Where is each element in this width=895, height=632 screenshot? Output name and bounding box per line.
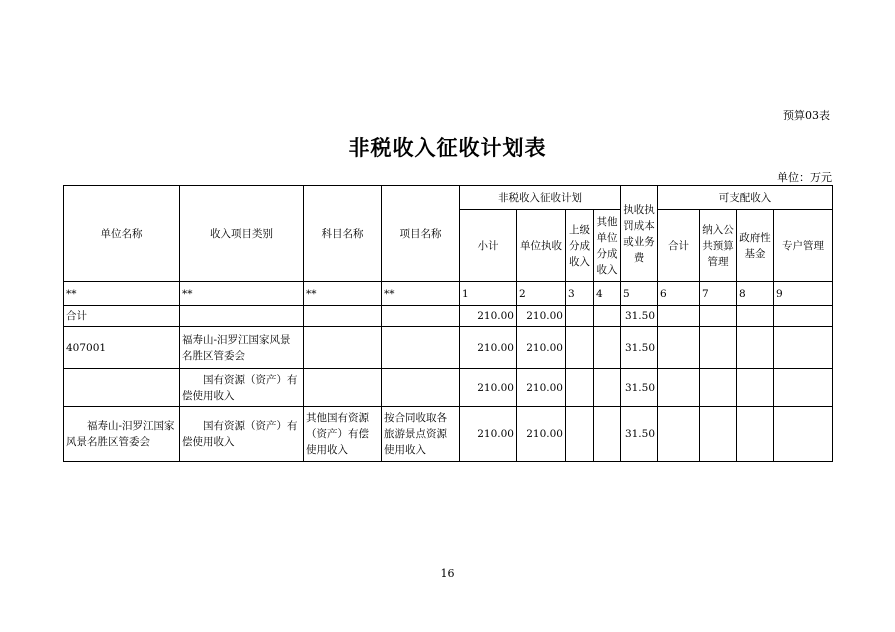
header-disposable-group: 可支配收入 <box>658 186 833 210</box>
cell-category: 国有资源（资产）有偿使用收入 <box>180 407 304 462</box>
cell-unit-collect: 210.00 <box>517 327 566 369</box>
header-public-budget: 纳入公共预算管理 <box>700 210 737 282</box>
cell-unit-collect: 210.00 <box>517 306 566 327</box>
header-subtotal: 小计 <box>460 210 517 282</box>
index-cell: 1 <box>460 282 517 306</box>
index-cell: ** <box>304 282 382 306</box>
index-cell: 5 <box>621 282 658 306</box>
cell-gov-fund <box>737 369 774 407</box>
cell-enforce-cost: 31.50 <box>621 369 658 407</box>
index-cell: 2 <box>517 282 566 306</box>
cell-total <box>658 369 700 407</box>
cell-unit: 407001 <box>64 327 180 369</box>
cell-subject <box>304 306 382 327</box>
cell-upper-share <box>566 407 594 462</box>
index-cell: 7 <box>700 282 737 306</box>
cell-special <box>774 327 833 369</box>
cell-total <box>658 327 700 369</box>
cell-item <box>382 327 460 369</box>
cell-other-share <box>594 327 621 369</box>
cell-subtotal: 210.00 <box>460 369 517 407</box>
index-row <box>64 282 833 306</box>
cell-public-budget <box>700 327 737 369</box>
table-row <box>64 369 833 407</box>
cell-total <box>658 306 700 327</box>
cell-subject: 其他国有资源（资产）有偿使用收入 <box>304 407 382 462</box>
cell-gov-fund <box>737 327 774 369</box>
index-cell: ** <box>382 282 460 306</box>
header-item-name: 项目名称 <box>382 186 460 282</box>
cell-unit: 合计 <box>64 306 180 327</box>
header-unit-name: 单位名称 <box>64 186 180 282</box>
index-cell: 4 <box>594 282 621 306</box>
cell-other-share <box>594 306 621 327</box>
cell-other-share <box>594 369 621 407</box>
table-row <box>64 327 833 369</box>
index-cell: 8 <box>737 282 774 306</box>
header-other-share: 其他单位分成收入 <box>594 210 621 282</box>
cell-gov-fund <box>737 407 774 462</box>
header-upper-share: 上级分成收入 <box>566 210 594 282</box>
table-row <box>64 306 833 327</box>
cell-subtotal: 210.00 <box>460 327 517 369</box>
cell-unit <box>64 369 180 407</box>
cell-unit-collect: 210.00 <box>517 407 566 462</box>
cell-item <box>382 306 460 327</box>
header-unit-collect: 单位执收 <box>517 210 566 282</box>
page-title: 非税收入征收计划表 <box>348 135 547 160</box>
cell-public-budget <box>700 369 737 407</box>
cell-subject <box>304 327 382 369</box>
non-tax-income-table <box>63 185 833 462</box>
index-cell: 6 <box>658 282 700 306</box>
index-cell: 3 <box>566 282 594 306</box>
cell-subtotal: 210.00 <box>460 407 517 462</box>
table-row <box>64 407 833 462</box>
cell-total <box>658 407 700 462</box>
header-income-category: 收入项目类别 <box>180 186 304 282</box>
cell-upper-share <box>566 369 594 407</box>
header-row-1 <box>64 186 833 210</box>
unit-label: 单位：万元 <box>777 171 832 184</box>
cell-other-share <box>594 407 621 462</box>
cell-public-budget <box>700 306 737 327</box>
header-special: 专户管理 <box>774 210 833 282</box>
page-number: 16 <box>440 567 455 580</box>
cell-enforce-cost: 31.50 <box>621 407 658 462</box>
cell-unit-collect: 210.00 <box>517 369 566 407</box>
cell-subtotal: 210.00 <box>460 306 517 327</box>
cell-category <box>180 306 304 327</box>
cell-enforce-cost: 31.50 <box>621 327 658 369</box>
header-enforce-cost: 执收执罚成本或业务费 <box>621 186 658 282</box>
header-subject-name: 科目名称 <box>304 186 382 282</box>
cell-special <box>774 306 833 327</box>
header-total: 合计 <box>658 210 700 282</box>
form-number: 预算03表 <box>783 109 830 122</box>
cell-public-budget <box>700 407 737 462</box>
cell-category: 国有资源（资产）有偿使用收入 <box>180 369 304 407</box>
cell-unit: 福寿山-汨罗江国家风景名胜区管委会 <box>64 407 180 462</box>
cell-subject <box>304 369 382 407</box>
cell-category: 福寿山-汨罗江国家风景名胜区管委会 <box>180 327 304 369</box>
cell-upper-share <box>566 327 594 369</box>
cell-gov-fund <box>737 306 774 327</box>
cell-item: 按合同收取各旅游景点资源使用收入 <box>382 407 460 462</box>
index-cell: ** <box>180 282 304 306</box>
header-gov-fund: 政府性基金 <box>737 210 774 282</box>
cell-upper-share <box>566 306 594 327</box>
cell-enforce-cost: 31.50 <box>621 306 658 327</box>
cell-special <box>774 407 833 462</box>
cell-special <box>774 369 833 407</box>
index-cell: ** <box>64 282 180 306</box>
cell-item <box>382 369 460 407</box>
header-plan-group: 非税收入征收计划 <box>460 186 621 210</box>
index-cell: 9 <box>774 282 833 306</box>
